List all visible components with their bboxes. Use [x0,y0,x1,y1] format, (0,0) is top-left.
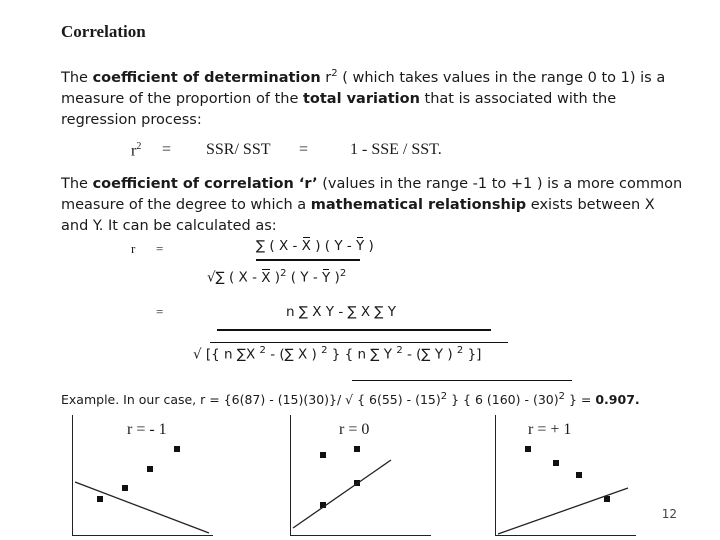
formula1-denominator [207,268,346,286]
f2-den-c: } { n ∑ Y [327,346,397,363]
para1-line2-bold: total variation [302,90,420,107]
trend-line [73,415,213,535]
example-text-c: } = [565,392,596,408]
f2-den-sup4: 2 [456,345,464,356]
formula1-equals: = [156,241,164,256]
plot-label-positive: r = + 1 [528,421,572,438]
plot-label-negative: r = - 1 [127,421,167,438]
num-ybar: Y [356,238,365,254]
formula1-r: r [131,241,136,256]
f2-den-e: }] [463,346,482,363]
trend-line [496,415,636,535]
para1-line3: regression process: [61,111,202,128]
den-mid2: ( Y - [286,269,323,286]
para2-tail: (values in the range -1 to +1 ) is a more common [317,176,683,192]
formula2-numerator: n ∑ X Y - ∑ X ∑ Y [286,304,397,320]
f2-den-b: - (∑ X ) [265,346,322,363]
eq-r2-sup: 2 [136,141,142,152]
formula2-equals: = [156,304,164,319]
num-end: ) [364,238,374,254]
para1-sup: 2 [331,68,338,79]
num-mid: ) ( Y - [310,238,357,254]
den-mid: ) [270,269,281,286]
scatter-plot-positive [495,415,636,536]
para2-bold-term: coefficient of correlation ‘r’ [92,176,318,192]
f2-den-d: - (∑ Y ) [402,346,457,363]
example-root-bar [352,380,572,381]
formula2-denominator [193,345,481,363]
example-text-a: Example. In our case, r = {6(87) - (15)(30)}/ √ { 6(55) - (15) [61,392,441,408]
trend-line-segment [498,488,628,534]
formula1-fraction-bar [256,259,360,261]
paragraph-determination [61,63,665,131]
para2-line2-tail: exists between X [526,197,655,213]
den-root: √∑ ( X - [207,269,262,286]
den-sup1: 2 [280,268,287,279]
example-sup2: 2 [558,391,565,402]
scatter-plot-negative [72,415,213,536]
paragraph-correlation [61,174,682,237]
trend-line [291,415,431,535]
para1-bold-term: coefficient of determination [92,69,321,86]
den-ybar: Y [322,269,331,286]
para1-tail: ( which takes values in the range 0 to 1) is a [337,69,666,86]
example-line [61,391,640,407]
para2-lead: The [61,176,93,192]
den-end: ) [330,269,340,286]
para2-line2-bold: mathematical relationship [310,197,527,213]
page-title: Correlation [61,22,146,41]
formula1-numerator [256,238,374,254]
den-xbar: X [261,269,271,286]
page-number: 12 [661,507,677,521]
para2-line2 [61,195,682,216]
para1-lead: The [61,69,93,86]
num-sum: ∑ ( X - [256,238,302,254]
para2-line2-lead: measure of the degree to which a [61,197,311,213]
para1-line1 [61,63,665,89]
para1-line2 [61,89,665,110]
para1-line2-tail: that is associated with the [419,90,617,107]
f2-den-sup3: 2 [396,345,403,356]
f2-den-a: √ [{ n ∑X [193,346,260,363]
eq-equals-1: = [162,141,172,158]
den-sup2: 2 [339,268,347,279]
eq-ssr-sst: SSR/ SST [206,141,271,158]
plot-label-zero: r = 0 [339,421,370,438]
formula2-fraction-bar [217,329,491,331]
example-result: 0.907. [595,392,640,408]
eq-sse-sst: 1 - SSE / SST. [350,141,442,158]
eq-equals-2: = [299,141,309,158]
f2-den-sup2: 2 [321,345,328,356]
para1-line2-lead: measure of the proportion of the [61,90,303,107]
para2-line3: and Y. It can be calculated as: [61,218,277,234]
num-xbar: X [301,238,311,254]
eq-r2-lhs [131,141,141,160]
para1-mid: r [320,69,332,86]
formula2-root-bar [210,342,508,343]
trend-line-segment [75,482,209,533]
scatter-plot-zero [290,415,431,536]
f2-den-sup1: 2 [259,345,266,356]
trend-line-segment [293,460,391,528]
eq-r2-symbol: r [131,142,137,160]
example-text-b: } { 6 (160) - (30) [447,392,559,408]
para2-line1 [61,174,682,195]
example-sup1: 2 [440,391,448,402]
